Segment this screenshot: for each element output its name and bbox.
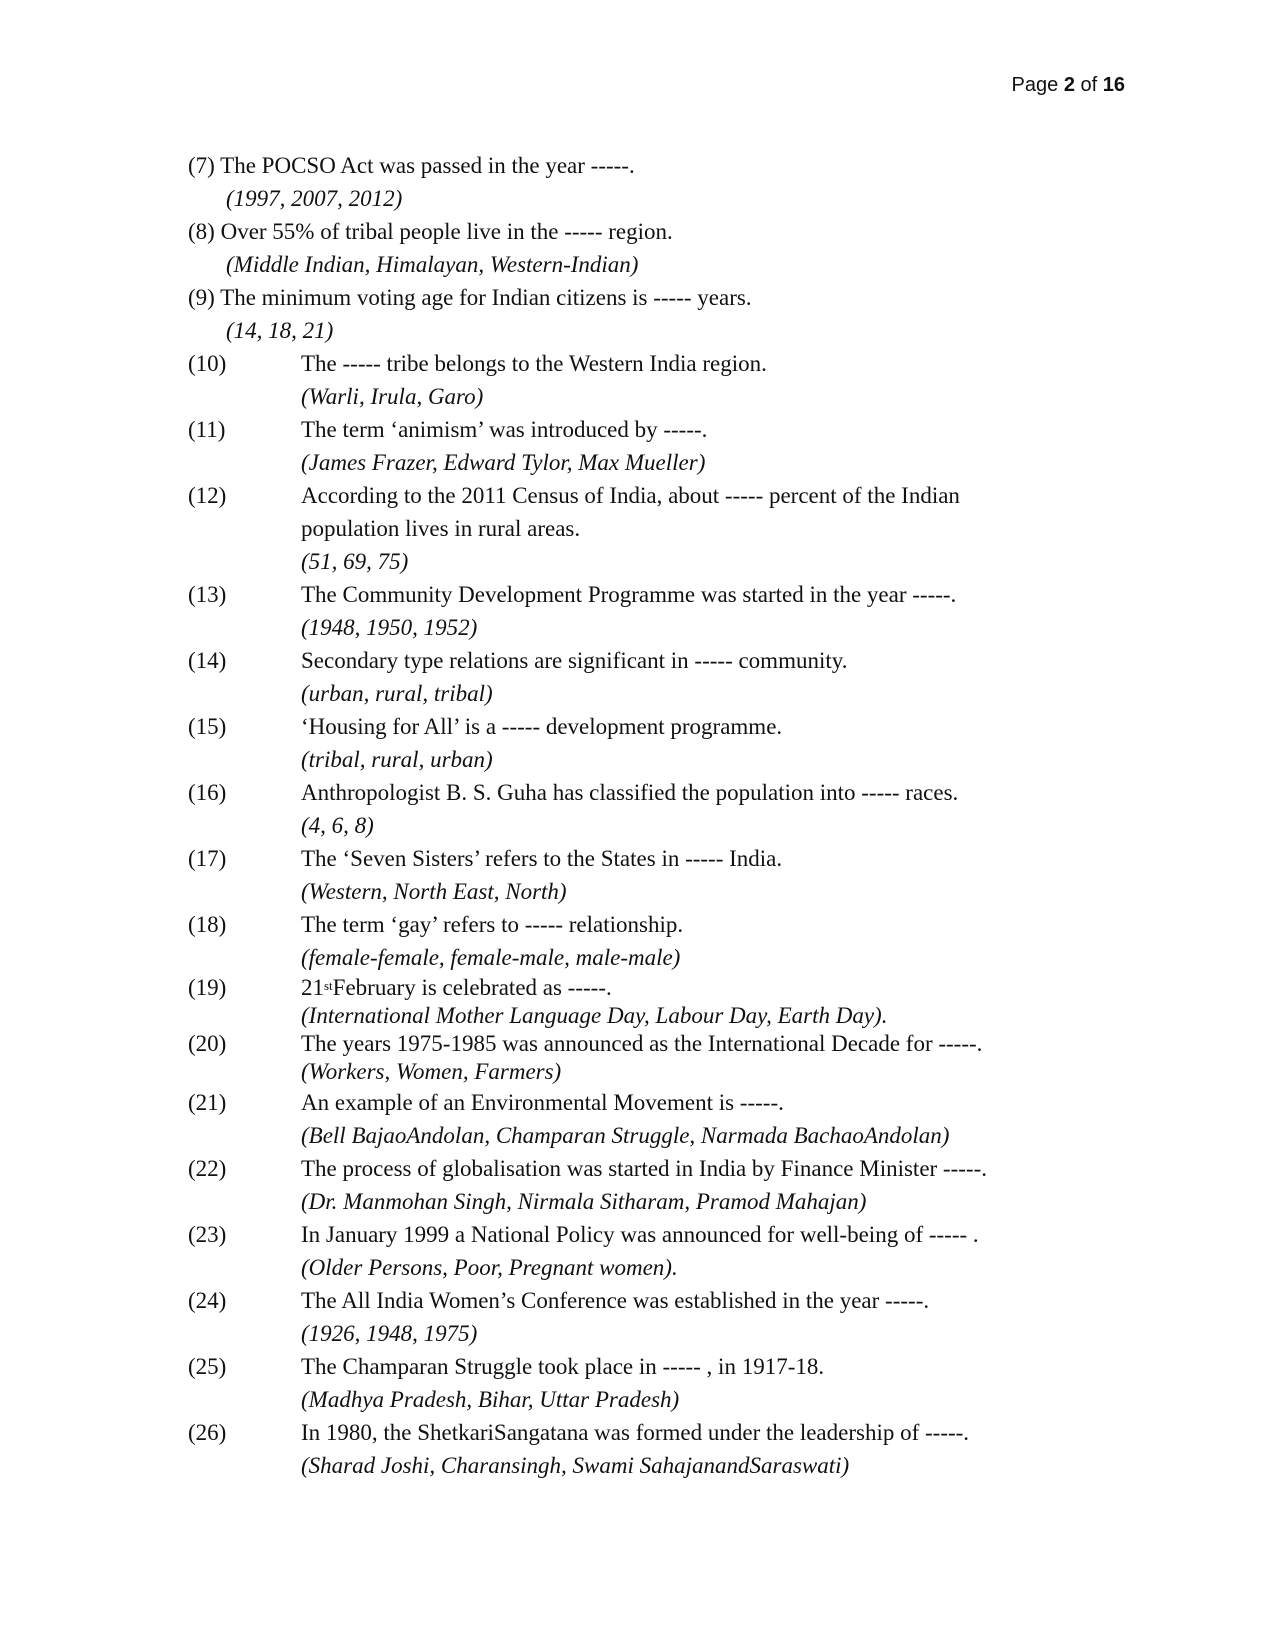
- question-line: [188, 281, 1088, 314]
- question-options: (International Mother Language Day, Labour Day, Earth Day).: [301, 1003, 888, 1028]
- page-of: of: [1080, 74, 1098, 96]
- question-number: (20): [188, 1031, 227, 1056]
- question-options: (Dr. Manmohan Singh, Nirmala Sitharam, Pramod Mahajan): [301, 1189, 867, 1214]
- question-11: [188, 413, 1088, 479]
- question-number: (17): [188, 846, 227, 871]
- question-text: The All India Women’s Conference was established in the year -----.: [301, 1288, 930, 1313]
- question-22: [188, 1152, 1088, 1218]
- question-options: (4, 6, 8): [301, 813, 374, 838]
- question-options: (1926, 1948, 1975): [301, 1321, 478, 1346]
- question-options: (female-female, female-male, male-male): [301, 945, 681, 970]
- question-number: (16): [188, 780, 227, 805]
- question-options: (Madhya Pradesh, Bihar, Uttar Pradesh): [301, 1387, 680, 1412]
- question-text: The ‘Seven Sisters’ refers to the States in ----- India.: [301, 846, 783, 871]
- question-text-continued: population lives in rural areas.: [301, 516, 581, 541]
- question-15: [188, 710, 1088, 776]
- question-text: In 1980, the ShetkariSangatana was formed under the leadership of -----.: [301, 1420, 970, 1445]
- question-options: (1948, 1950, 1952): [301, 615, 478, 640]
- question-number: (9): [188, 285, 215, 310]
- question-number: (24): [188, 1288, 227, 1313]
- question-text: ‘Housing for All’ is a ----- development programme.: [301, 714, 783, 739]
- question-number: (18): [188, 912, 227, 937]
- question-text: According to the 2011 Census of India, about ----- percent of the Indian: [301, 483, 960, 508]
- question-options: (51, 69, 75): [301, 549, 409, 574]
- question-8: [188, 215, 1088, 281]
- date-suffix: st: [324, 978, 333, 993]
- question-options: (Sharad Joshi, Charansingh, Swami SahajanandSaraswati): [301, 1453, 850, 1478]
- question-number: (10): [188, 351, 227, 376]
- page-current: 2: [1063, 74, 1075, 96]
- page-total: 16: [1102, 74, 1125, 96]
- question-19: [188, 974, 1088, 1030]
- question-text: The Community Development Programme was started in the year -----.: [301, 582, 957, 607]
- question-10: [188, 347, 1088, 413]
- page-label: Page: [1011, 74, 1059, 96]
- question-list: [188, 149, 1088, 1482]
- question-21: [188, 1086, 1088, 1152]
- question-line: [188, 215, 1088, 248]
- question-text: [301, 974, 1088, 1002]
- question-text: In January 1999 a National Policy was announced for well-being of ----- .: [301, 1222, 979, 1247]
- question-number: (19): [188, 975, 227, 1000]
- question-text-body: February is celebrated as -----.: [332, 975, 612, 1000]
- question-line: [188, 149, 1088, 182]
- question-18: [188, 908, 1088, 974]
- question-25: [188, 1350, 1088, 1416]
- question-number: (8): [188, 219, 215, 244]
- question-number: (21): [188, 1090, 227, 1115]
- question-options: (14, 18, 21): [226, 318, 334, 343]
- question-text: The POCSO Act was passed in the year -----.: [220, 153, 635, 178]
- question-options: (Older Persons, Poor, Pregnant women).: [301, 1255, 678, 1280]
- question-number: (13): [188, 582, 227, 607]
- question-options: (Bell BajaoAndolan, Champaran Struggle, Narmada BachaoAndolan): [301, 1123, 950, 1148]
- question-options: (urban, rural, tribal): [301, 681, 493, 706]
- date-day: 21: [301, 975, 324, 1000]
- question-number: (7): [188, 153, 215, 178]
- question-options: (James Frazer, Edward Tylor, Max Mueller): [301, 450, 706, 475]
- question-16: [188, 776, 1088, 842]
- question-13: [188, 578, 1088, 644]
- question-number: (23): [188, 1222, 227, 1247]
- question-text: Over 55% of tribal people live in the ----- region.: [220, 219, 673, 244]
- question-12: [188, 479, 1088, 578]
- question-text: The years 1975-1985 was announced as the International Decade for -----.: [301, 1031, 983, 1056]
- question-options: (Warli, Irula, Garo): [301, 384, 484, 409]
- question-text: The Champaran Struggle took place in ----- , in 1917-18.: [301, 1354, 825, 1379]
- question-text: The minimum voting age for Indian citizens is ----- years.: [220, 285, 752, 310]
- question-text: Anthropologist B. S. Guha has classified the population into ----- races.: [301, 780, 959, 805]
- question-24: [188, 1284, 1088, 1350]
- question-number: (12): [188, 483, 227, 508]
- question-14: [188, 644, 1088, 710]
- question-7: [188, 149, 1088, 215]
- question-9: [188, 281, 1088, 347]
- question-26: [188, 1416, 1088, 1482]
- question-number: (15): [188, 714, 227, 739]
- question-text: The process of globalisation was started in India by Finance Minister -----.: [301, 1156, 987, 1181]
- question-options: (1997, 2007, 2012): [226, 186, 403, 211]
- question-20: [188, 1030, 1088, 1086]
- question-17: [188, 842, 1088, 908]
- question-text: The ----- tribe belongs to the Western India region.: [301, 351, 767, 376]
- question-text: The term ‘gay’ refers to ----- relationship.: [301, 912, 684, 937]
- question-options: (Workers, Women, Farmers): [301, 1059, 562, 1084]
- question-text: The term ‘animism’ was introduced by -----.: [301, 417, 708, 442]
- question-text: An example of an Environmental Movement is -----.: [301, 1090, 784, 1115]
- question-23: [188, 1218, 1088, 1284]
- question-number: (25): [188, 1354, 227, 1379]
- question-number: (22): [188, 1156, 227, 1181]
- question-options: (Western, North East, North): [301, 879, 567, 904]
- question-text: Secondary type relations are significant in ----- community.: [301, 648, 848, 673]
- question-number: (26): [188, 1420, 227, 1445]
- page-number: [1012, 74, 1125, 97]
- question-options: (tribal, rural, urban): [301, 747, 493, 772]
- question-number: (14): [188, 648, 227, 673]
- question-number: (11): [188, 417, 226, 442]
- question-options: (Middle Indian, Himalayan, Western-Indian): [226, 252, 639, 277]
